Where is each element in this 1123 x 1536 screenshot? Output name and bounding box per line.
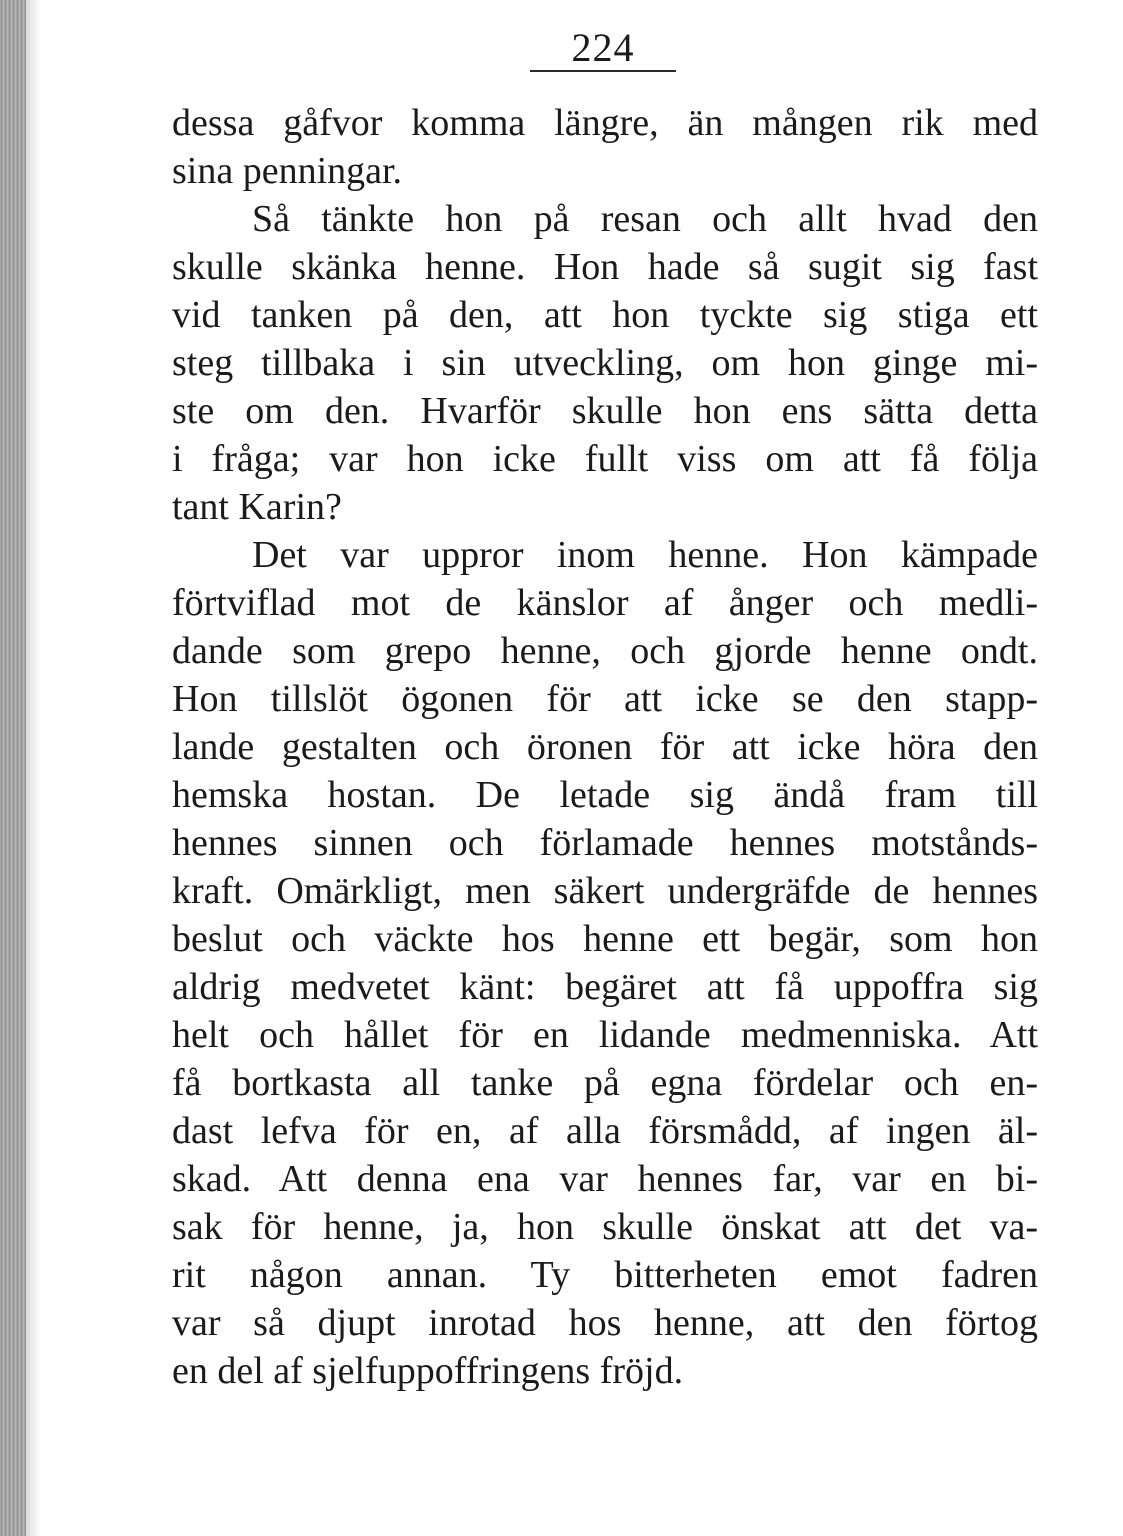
text-line: ste om den. Hvarför skulle hon ens sätta detta (172, 390, 1038, 432)
gutter-shading (26, 0, 40, 1536)
text-line: Det var uppror inom henne. Hon kämpade (252, 534, 1038, 576)
text-line: aldrig medvetet känt: begäret att få uppoffra sig (172, 966, 1038, 1008)
text-line: hemska hostan. De letade sig ändå fram till (172, 774, 1038, 816)
text-line: Så tänkte hon på resan och allt hvad den (252, 198, 1038, 240)
text-line: skulle skänka henne. Hon hade så sugit sig fast (172, 246, 1038, 288)
text-line: sak för henne, ja, hon skulle önskat att det va- (172, 1206, 1038, 1248)
text-line: få bortkasta all tanke på egna fördelar och en- (172, 1062, 1038, 1104)
text-line: dast lefva för en, af alla försmådd, af ingen äl- (172, 1110, 1038, 1152)
text-line: var så djupt inrotad hos henne, att den förtog (172, 1302, 1038, 1344)
text-line: dessa gåfvor komma längre, än mången rik med (172, 102, 1038, 144)
text-line: hennes sinnen och förlamade hennes motstånds- (172, 822, 1038, 864)
book-spine-shadow (0, 0, 26, 1536)
text-line: kraft. Omärkligt, men säkert undergräfde de hennes (172, 870, 1038, 912)
text-line: tant Karin? (172, 486, 342, 528)
text-line: skad. Att denna ena var hennes far, var en bi- (172, 1158, 1038, 1200)
text-line: sina penningar. (172, 150, 403, 192)
text-line: vid tanken på den, att hon tyckte sig stiga ett (172, 294, 1038, 336)
text-line: lande gestalten och öronen för att icke höra den (172, 726, 1038, 768)
text-line: steg tillbaka i sin utveckling, om hon ginge mi- (172, 342, 1038, 384)
text-line: helt och hållet för en lidande medmenniska. Att (172, 1014, 1038, 1056)
text-line: en del af sjelfuppoffringens fröjd. (172, 1350, 684, 1392)
text-line: Hon tillslöt ögonen för att icke se den stapp- (172, 678, 1038, 720)
page-number: 224 (571, 25, 635, 70)
page-number-rule (530, 70, 676, 72)
text-line: dande som grepo henne, och gjorde henne ondt. (172, 630, 1038, 672)
text-line: beslut och väckte hos henne ett begär, som hon (172, 918, 1038, 960)
text-line: i fråga; var hon icke fullt viss om att få följa (172, 438, 1038, 480)
text-line: förtviflad mot de känslor af ånger och medli- (172, 582, 1038, 624)
text-line: rit någon annan. Ty bitterheten emot fadren (172, 1254, 1038, 1296)
